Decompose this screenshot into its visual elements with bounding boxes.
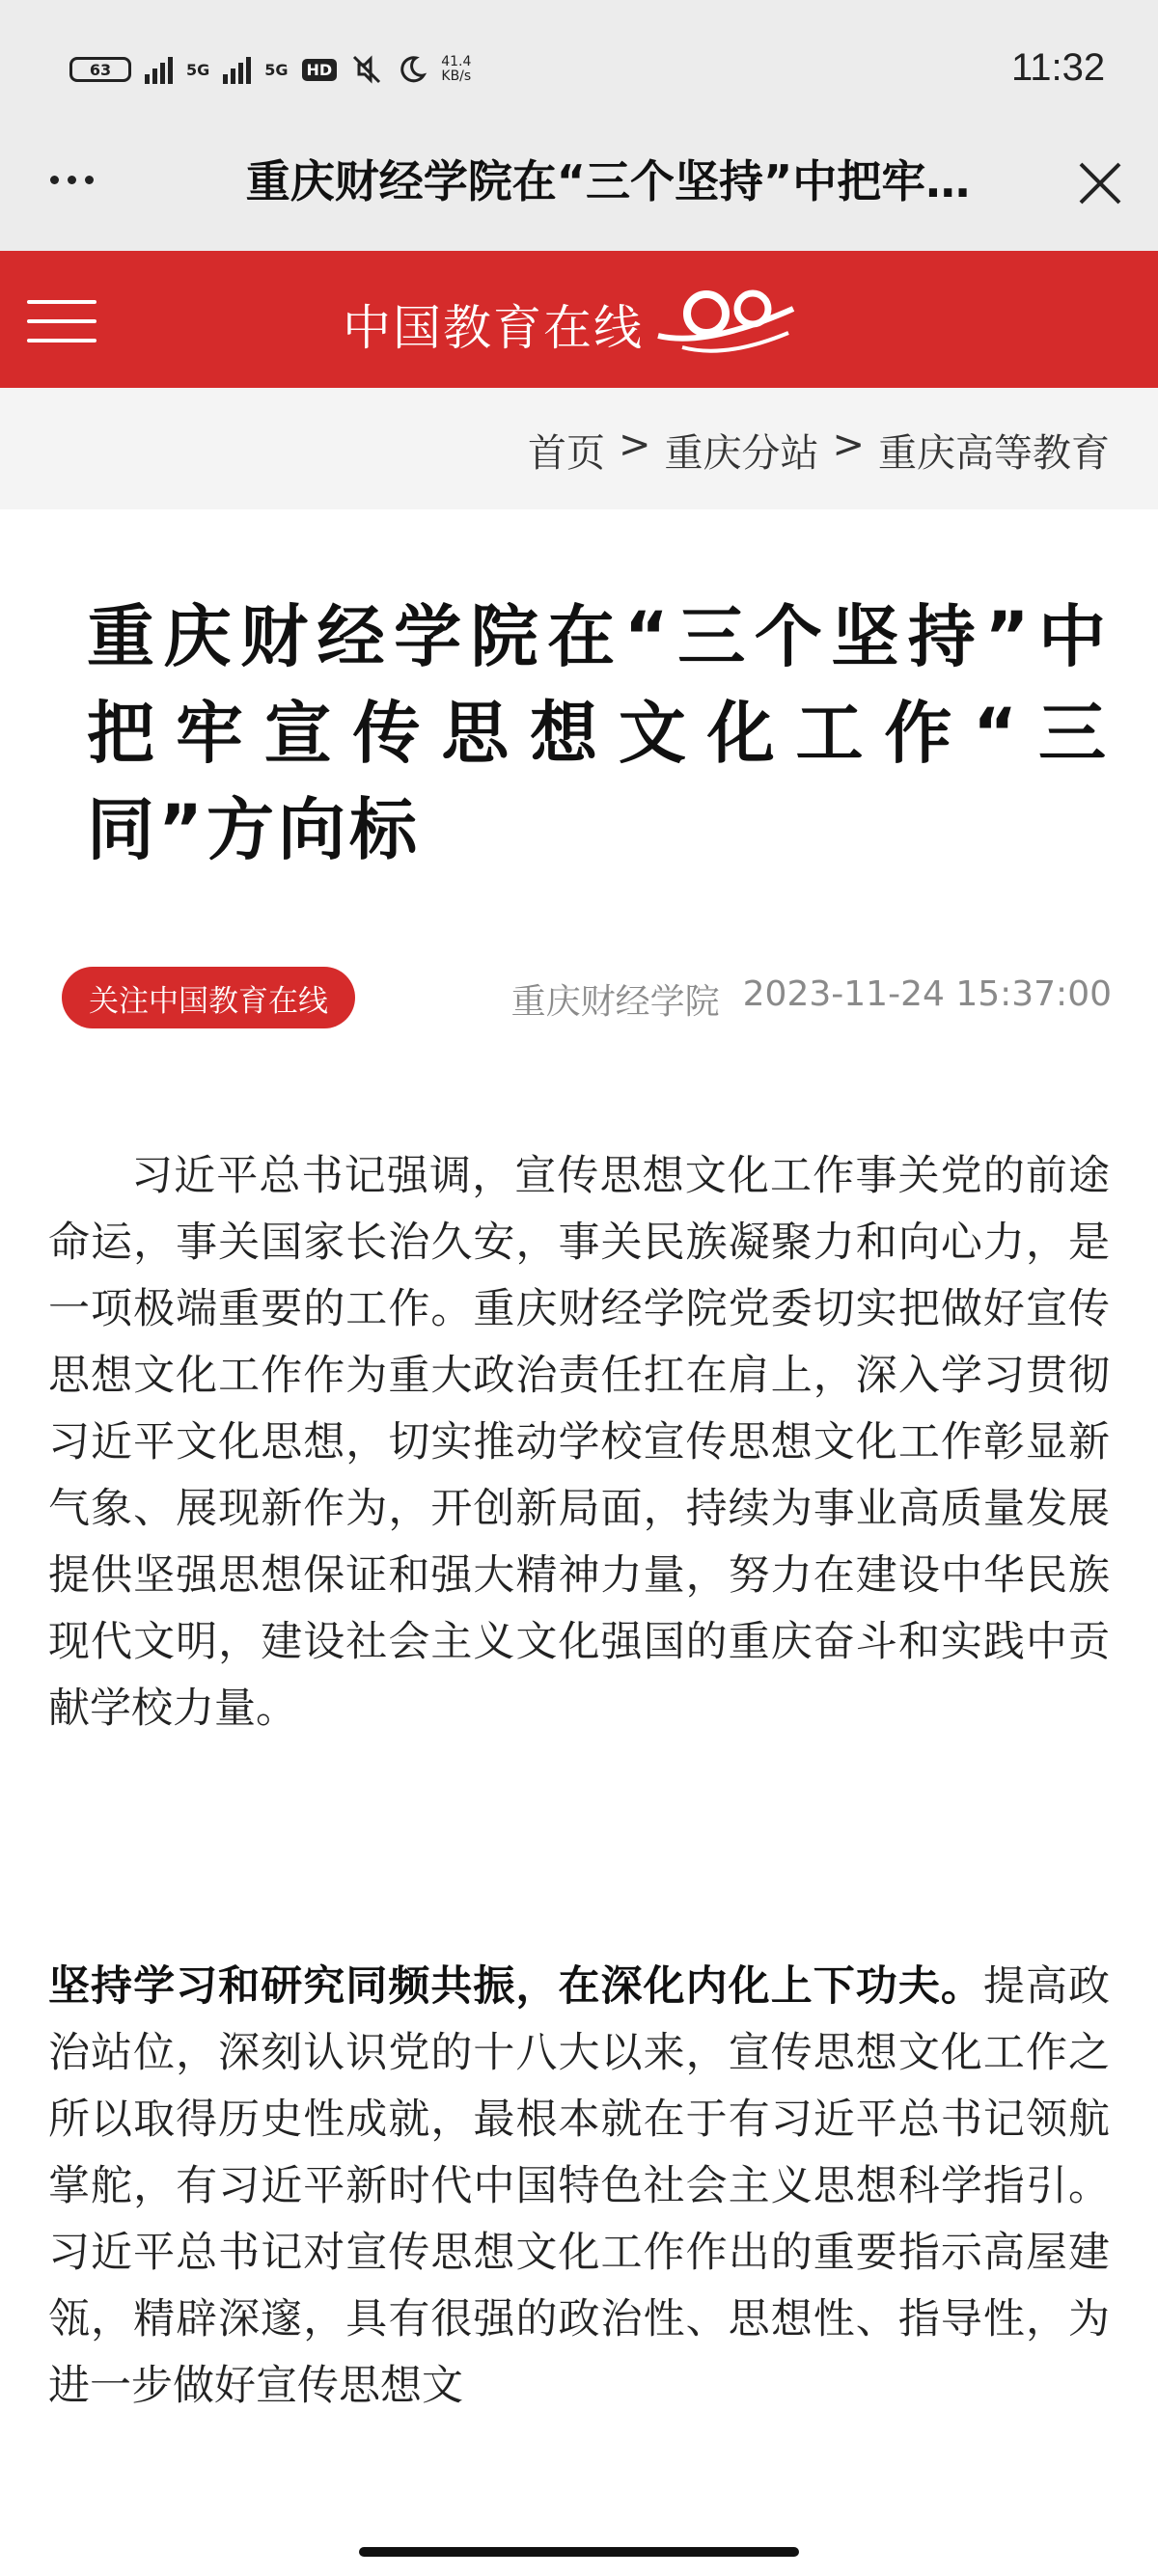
article-paragraph: 习近平总书记强调，宣传思想文化工作事关党的前途命运，事关国家长治久安，事关民族凝聚力和向心力，是一项极端重要的工作。重庆财经学院党委切实把做好宣传思想文化工作作为重大政治责任扛在肩上，深入学习贯彻习近平文化思想，切实推动学校宣传思想文化工作彰显新气象、展现新作为，开创新局面，持续为事业高质量发展提供坚强思想保证和强大精神力量，努力在建设中华民族现代文明，建设社会主义文化强国的重庆奋斗和实践中贡献学校力量。 (48, 1152, 1110, 1733)
home-indicator[interactable] (359, 2547, 799, 2557)
breadcrumb-separator: > (618, 423, 651, 467)
data-rate-value: 41.4 (441, 54, 472, 69)
paragraph-lead: 坚持学习和研究同频共振，在深化内化上下功夫。 (48, 1962, 983, 2011)
article-source: 重庆财经学院 (510, 982, 720, 1022)
status-bar (0, 0, 1158, 130)
breadcrumb (528, 423, 1110, 478)
mute-icon (350, 53, 383, 86)
hd-icon: HD (302, 59, 338, 81)
battery-icon (69, 57, 131, 82)
site-logo-icon[interactable] (648, 280, 803, 367)
close-icon[interactable] (1071, 154, 1129, 212)
network-type-label: 5G (186, 60, 210, 79)
network-type-label: 5G (264, 60, 289, 79)
article-datetime: 2023-11-24 15:37:00 (742, 974, 1112, 1014)
breadcrumb-separator: > (832, 423, 865, 467)
data-rate (441, 55, 471, 84)
moon-icon (397, 54, 427, 85)
signal-icon (145, 55, 173, 84)
article-paragraph (48, 1954, 1110, 2420)
breadcrumb-home[interactable]: 首页 (527, 431, 605, 476)
battery-level: 63 (89, 60, 112, 79)
page-title: 重庆财经学院在“三个坚持”中把牢… (245, 155, 971, 207)
article-title: 重庆财经学院在“三个坚持”中把牢宣传思想文化工作“三同”方向标 (87, 597, 1110, 869)
data-rate-unit: KB/s (441, 69, 472, 84)
breadcrumb-chongqing-station[interactable]: 重庆分站 (664, 431, 819, 476)
follow-button[interactable]: 关注中国教育在线 (62, 967, 355, 1028)
menu-icon[interactable] (27, 294, 96, 348)
paragraph-body: 提高政治站位，深刻认识党的十八大以来，宣传思想文化工作之所以取得历史性成就，最根本就在于有习近平总书记领航掌舵，有习近平新时代中国特色社会主义思想科学指引。习近平总书记对宣传思想文化工作作出的重要指示高屋建瓴，精辟深邃，具有很强的政治性、思想性、指导性，为进一步做好宣传思想文 (48, 1962, 1111, 2410)
article-meta (511, 974, 1112, 1024)
site-logo-text: 中国教育在线 (343, 300, 644, 356)
clock: 11:32 (1011, 46, 1106, 89)
breadcrumb-higher-education[interactable]: 重庆高等教育 (878, 431, 1110, 476)
more-icon[interactable] (50, 160, 118, 199)
signal-icon (223, 55, 251, 84)
status-icons (69, 48, 471, 91)
